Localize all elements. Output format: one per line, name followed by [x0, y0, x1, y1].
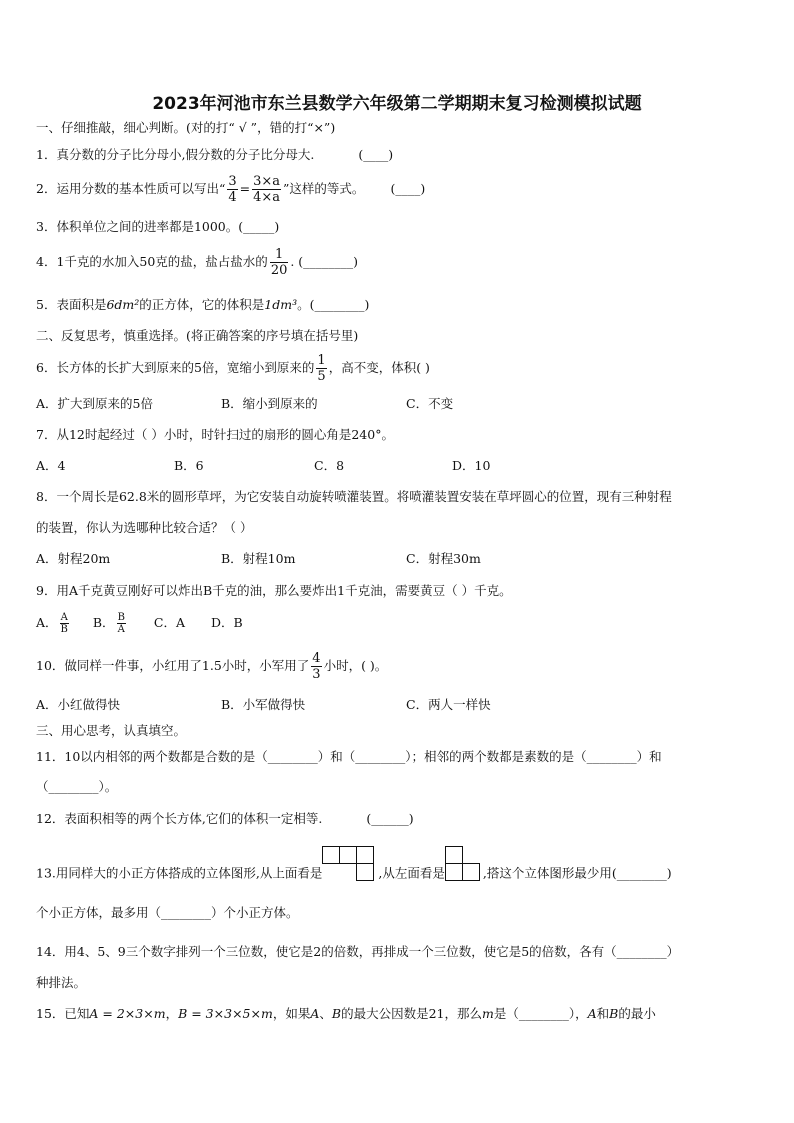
question-14-line-2: 种排法。 — [36, 975, 87, 990]
question-9-options — [36, 612, 243, 635]
question-6-options — [36, 396, 453, 412]
question-8-line-1: 8．一个周长是62.8米的圆形草坪，为它安装自动旋转喷灌装置。将喷灌装置安装在草坪圆心的位置，现有三种射程 — [36, 489, 672, 504]
option-c: C．射程30m — [406, 551, 481, 566]
question-13 — [36, 856, 672, 892]
answer-blank: (______) — [366, 811, 414, 826]
option-a: A．扩大到原来的5倍 — [36, 396, 153, 411]
question-15-text: 是（________）， — [493, 1006, 588, 1021]
section-1-heading: 一、仔细推敲，细心判断。(对的打“ √ ”，错的打“×”) — [36, 120, 336, 135]
fraction: $\frac{1}{5}$ — [317, 353, 326, 384]
option-a-label: A． — [36, 615, 58, 630]
question-1 — [36, 147, 393, 163]
question-2-text-end: ”这样的等式。 — [283, 181, 365, 196]
option-b-label: B． — [92, 615, 115, 630]
math-variable: B — [331, 1006, 342, 1021]
question-5 — [36, 297, 369, 313]
question-7: 7．从12时起经过（ ）小时，时针扫过的扇形的圆心角是240°。 — [36, 427, 394, 442]
answer-blank: (____) — [390, 181, 426, 196]
top-view-figure — [322, 856, 378, 892]
separator: ， — [165, 1006, 179, 1021]
option-d: D．10 — [452, 458, 491, 473]
option-c: C．8 — [314, 458, 345, 473]
math-expression: A = 2×3×m — [89, 1006, 166, 1021]
question-11-line-1: 11．10以内相邻的两个数都是合数的是（________）和（________）；相邻的两个数都是素数的是（________）和 — [36, 749, 662, 764]
question-10 — [36, 651, 387, 682]
question-10-text: 10．做同样一件事，小红用了1.5小时，小军用了 — [36, 658, 310, 673]
option-c: C．不变 — [406, 396, 454, 411]
question-7-options — [36, 458, 490, 474]
question-5-text: 的正方体，它的体积是 — [139, 297, 265, 312]
question-2 — [36, 174, 425, 205]
question-9: 9．用A千克黄豆刚好可以炸出B千克的油，那么要炸出1千克油，需要黄豆（ ）千克。 — [36, 583, 512, 598]
answer-blank: (____) — [358, 147, 394, 162]
option-c: C．两人一样快 — [406, 697, 491, 712]
option-c: C．A — [153, 615, 185, 630]
question-3: 3．体积单位之间的进率都是1000。(_____) — [36, 219, 280, 234]
option-a: A．射程20m — [36, 551, 111, 566]
page-title: 2023年河池市东兰县数学六年级第二学期期末复习检测模拟试题 — [152, 94, 642, 114]
fraction: $\frac{4}{3}$ — [312, 651, 321, 682]
section-2-heading: 二、反复思考，慎重选择。(将正确答案的序号填在括号里) — [36, 328, 359, 343]
question-1-text: 1．真分数的分子比分母小,假分数的分子比分母大. — [36, 147, 315, 162]
question-10-text-end: 小时，( )。 — [323, 658, 388, 673]
option-a: A．小红做得快 — [36, 697, 121, 712]
math-expression: 6dm² — [106, 297, 140, 312]
question-15-text: 15．已知 — [36, 1006, 90, 1021]
question-5-text: 5．表面积是 — [36, 297, 107, 312]
question-12-text: 12．表面积相等的两个长方体,它们的体积一定相等. — [36, 811, 323, 826]
option-b: B．小军做得快 — [221, 697, 306, 712]
question-11-line-2: （________）。 — [36, 779, 118, 794]
question-13-line-2: 个小正方体，最多用（________）个小正方体。 — [36, 905, 299, 920]
fraction: $\frac{3}{4}$ — [228, 174, 237, 205]
fraction: $\frac{1}{20}$ — [270, 247, 288, 278]
question-13-text: 13.用同样大的小正方体搭成的立体图形,从上面看是 — [36, 865, 323, 881]
math-variable: A — [310, 1006, 320, 1021]
question-6-text: 6．长方体的长扩大到原来的5倍，宽缩小到原来的 — [36, 360, 315, 375]
math-expression: B = 3×3×5×m — [178, 1006, 273, 1021]
question-4-text: 4．1千克的水加入50克的盐，盐占盐水的 — [36, 254, 268, 269]
option-a-fraction: $\frac{A}{B}$ — [60, 612, 68, 635]
question-8-line-2: 的装置，你认为选哪种比较合适？（ ） — [36, 520, 253, 535]
answer-blank: 。(________) — [297, 297, 370, 312]
left-view-figure — [445, 856, 483, 892]
answer-blank: . (________) — [290, 254, 359, 269]
option-b: B．射程10m — [221, 551, 296, 566]
section-3-heading: 三、用心思考，认真填空。 — [36, 723, 187, 738]
question-15-text-end: 的最小 — [618, 1006, 656, 1021]
math-expression: 1dm³ — [264, 297, 298, 312]
question-8-options — [36, 551, 481, 567]
question-12 — [36, 811, 414, 827]
math-variable: m — [481, 1006, 494, 1021]
fraction: $\frac{3\times a}{4\times a}$ — [253, 174, 281, 205]
question-13-text: ,从左面看是 — [378, 865, 445, 881]
question-15-text: ，如果 — [272, 1006, 311, 1021]
equals-sign: = — [239, 181, 251, 196]
option-a: A．4 — [36, 458, 66, 473]
separator: 、 — [319, 1006, 332, 1021]
question-15 — [36, 1006, 656, 1022]
option-b: B．6 — [174, 458, 204, 473]
math-variable: A — [587, 1006, 597, 1021]
question-10-options — [36, 697, 491, 713]
question-6 — [36, 353, 430, 384]
option-b: B．缩小到原来的 — [221, 396, 318, 411]
question-4 — [36, 247, 358, 278]
option-d: D．B — [210, 615, 243, 630]
question-15-text: 和 — [596, 1006, 610, 1021]
option-b-fraction: $\frac{B}{A}$ — [117, 612, 125, 635]
question-6-text-end: ，高不变，体积( ) — [328, 360, 430, 375]
question-2-text: 2．运用分数的基本性质可以写出“ — [36, 181, 226, 196]
question-13-text-end: ,搭这个立体图形最少用(________) — [482, 865, 672, 881]
math-variable: B — [609, 1006, 619, 1021]
question-14-line-1: 14．用4、5、9三个数字排列一个三位数，使它是2的倍数，再排成一个三位数，使它是5的倍数，各有（________） — [36, 944, 680, 959]
question-15-text: 的最大公因数是21，那么 — [341, 1006, 482, 1021]
